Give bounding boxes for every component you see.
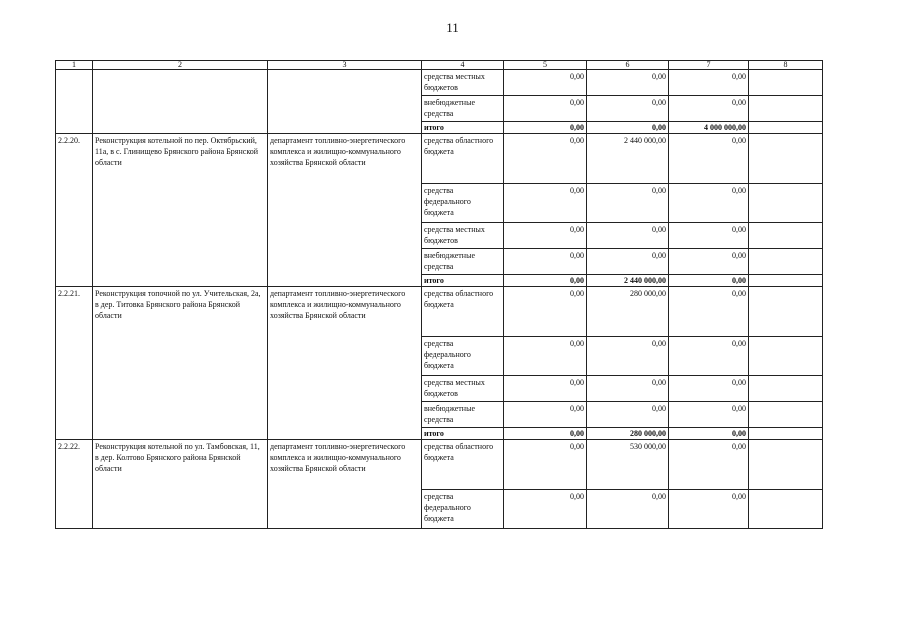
empty-cell (749, 184, 823, 223)
source-label: средства областного бюджета (422, 287, 504, 337)
amount-cell: 0,00 (504, 184, 587, 223)
amount-cell: 0,00 (669, 428, 749, 440)
amount-cell: 0,00 (669, 96, 749, 122)
source-label: внебюджетные средства (422, 249, 504, 275)
column-number: 2 (93, 61, 268, 70)
project-executor: департамент топливно-энергетического комплекса и жилищно-коммунального хозяйства Брянской области (268, 287, 422, 440)
page-number: 11 (446, 20, 459, 35)
source-label: внебюджетные средства (422, 96, 504, 122)
amount-cell: 0,00 (504, 134, 587, 184)
empty-cell (749, 249, 823, 275)
amount-cell: 0,00 (669, 223, 749, 249)
empty-cell (749, 337, 823, 376)
amount-cell: 0,00 (669, 249, 749, 275)
empty-cell (749, 440, 823, 490)
amount-cell: 0,00 (669, 134, 749, 184)
source-label: средства областного бюджета (422, 440, 504, 490)
amount-cell: 0,00 (504, 96, 587, 122)
empty-cell (749, 428, 823, 440)
project-name: Реконструкция котельной по пер. Октябрьский, 11а, в с. Глинищево Брянского района Брянской области (93, 134, 268, 287)
project-name: Реконструкция котельной по ул. Тамбовская, 11, в дер. Колтово Брянского района Брянской области (93, 440, 268, 529)
amount-cell: 0,00 (587, 223, 669, 249)
amount-cell: 0,00 (504, 428, 587, 440)
amount-cell: 0,00 (587, 249, 669, 275)
amount-cell: 0,00 (669, 440, 749, 490)
amount-cell: 2 440 000,00 (587, 275, 669, 287)
amount-cell: 0,00 (669, 376, 749, 402)
column-number: 1 (56, 61, 93, 70)
amount-cell: 280 000,00 (587, 428, 669, 440)
amount-cell: 0,00 (669, 275, 749, 287)
name-cell (93, 70, 268, 134)
amount-cell: 0,00 (587, 70, 669, 96)
source-label: средства областного бюджета (422, 134, 504, 184)
source-label: средства федерального бюджета (422, 184, 504, 223)
source-label: средства местных бюджетов (422, 223, 504, 249)
source-label: внебюджетные средства (422, 402, 504, 428)
project-name: Реконструкция топочной по ул. Учительская, 2а, в дер. Титовка Брянского района Брянской области (93, 287, 268, 440)
amount-cell: 0,00 (669, 337, 749, 376)
source-label: итого (422, 428, 504, 440)
column-number: 4 (422, 61, 504, 70)
amount-cell: 2 440 000,00 (587, 134, 669, 184)
table-row (56, 287, 823, 337)
empty-cell (749, 376, 823, 402)
column-number-row (56, 61, 823, 70)
amount-cell: 0,00 (587, 376, 669, 402)
empty-cell (749, 287, 823, 337)
amount-cell: 0,00 (587, 337, 669, 376)
empty-cell (749, 122, 823, 134)
amount-cell: 0,00 (504, 275, 587, 287)
empty-cell (749, 96, 823, 122)
amount-cell: 0,00 (669, 287, 749, 337)
amount-cell: 0,00 (669, 490, 749, 529)
amount-cell: 0,00 (504, 337, 587, 376)
amount-cell: 0,00 (504, 376, 587, 402)
amount-cell: 0,00 (587, 96, 669, 122)
amount-cell: 0,00 (504, 122, 587, 134)
source-label: средства местных бюджетов (422, 376, 504, 402)
source-label: средства федерального бюджета (422, 490, 504, 529)
amount-cell: 530 000,00 (587, 440, 669, 490)
amount-cell: 0,00 (504, 70, 587, 96)
column-number: 8 (749, 61, 823, 70)
amount-cell: 0,00 (504, 490, 587, 529)
amount-cell: 0,00 (504, 223, 587, 249)
amount-cell: 280 000,00 (587, 287, 669, 337)
amount-cell: 0,00 (669, 70, 749, 96)
amount-cell: 0,00 (587, 490, 669, 529)
project-code: 2.2.22. (56, 440, 93, 529)
column-number: 7 (669, 61, 749, 70)
empty-cell (749, 134, 823, 184)
amount-cell: 0,00 (587, 122, 669, 134)
table-row (56, 134, 823, 184)
project-code: 2.2.21. (56, 287, 93, 440)
empty-cell (749, 275, 823, 287)
amount-cell: 0,00 (504, 402, 587, 428)
empty-cell (749, 490, 823, 529)
empty-cell (749, 70, 823, 96)
project-executor: департамент топливно-энергетического комплекса и жилищно-коммунального хозяйства Брянской области (268, 134, 422, 287)
executor-cell (268, 70, 422, 134)
budget-table (55, 60, 823, 529)
amount-cell: 0,00 (587, 184, 669, 223)
table-row (56, 70, 823, 96)
project-executor: департамент топливно-энергетического комплекса и жилищно-коммунального хозяйства Брянской области (268, 440, 422, 529)
empty-cell (749, 223, 823, 249)
column-number: 6 (587, 61, 669, 70)
amount-cell: 0,00 (504, 287, 587, 337)
amount-cell: 0,00 (504, 249, 587, 275)
amount-cell: 0,00 (669, 184, 749, 223)
table-row (56, 440, 823, 490)
project-code: 2.2.20. (56, 134, 93, 287)
source-label: итого (422, 122, 504, 134)
code-cell (56, 70, 93, 134)
source-label: средства федерального бюджета (422, 337, 504, 376)
amount-cell: 0,00 (669, 402, 749, 428)
source-label: итого (422, 275, 504, 287)
column-number: 3 (268, 61, 422, 70)
source-label: средства местных бюджетов (422, 70, 504, 96)
column-number: 5 (504, 61, 587, 70)
amount-cell: 0,00 (587, 402, 669, 428)
amount-cell: 0,00 (504, 440, 587, 490)
empty-cell (749, 402, 823, 428)
amount-cell: 4 000 000,00 (669, 122, 749, 134)
